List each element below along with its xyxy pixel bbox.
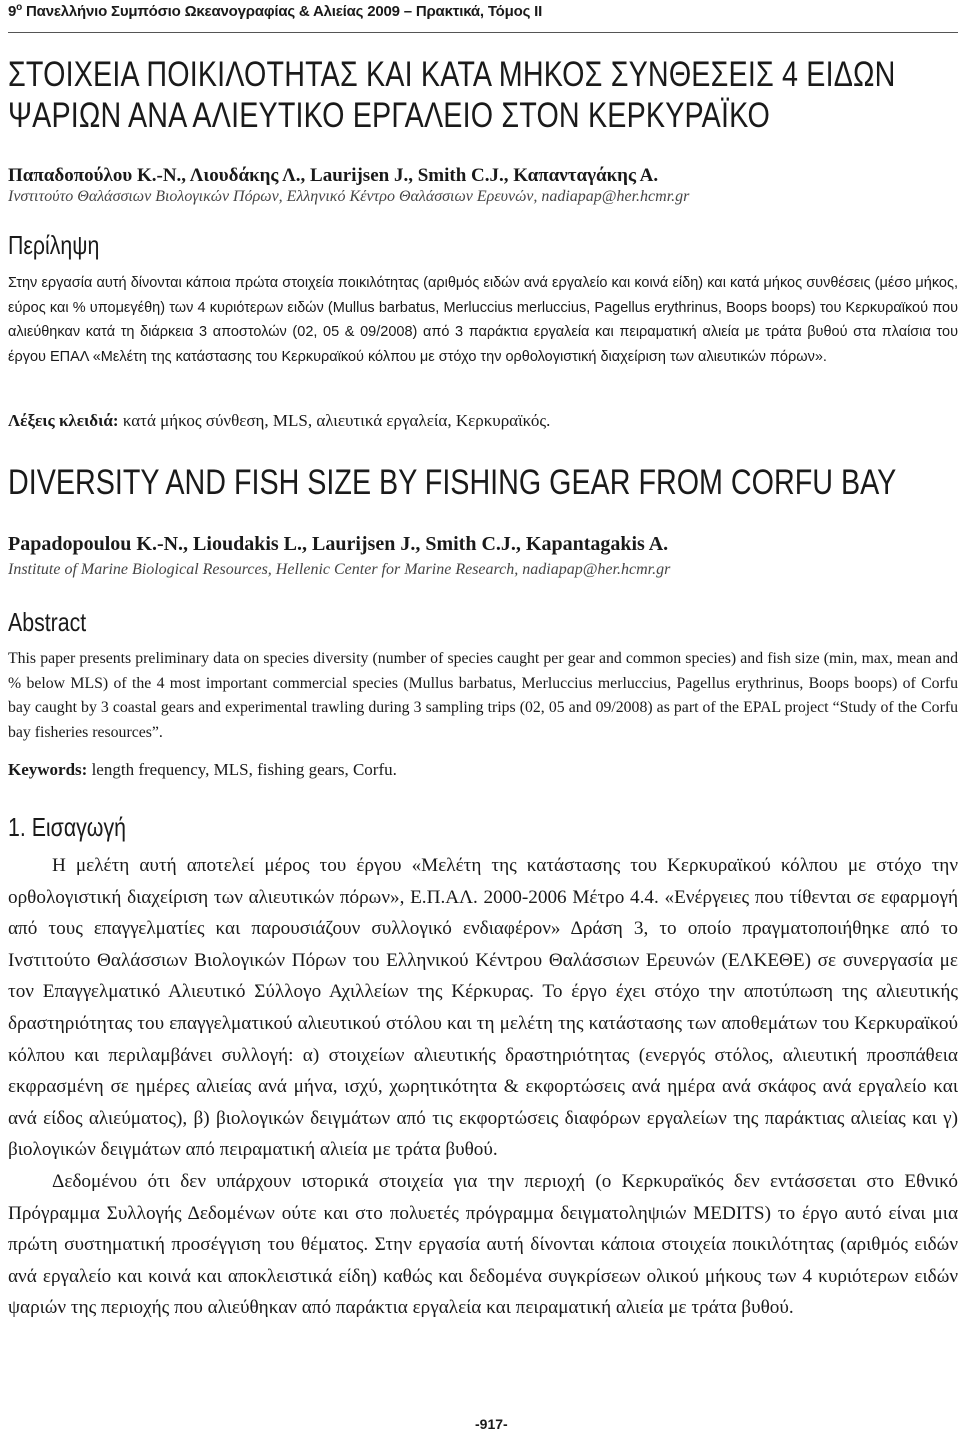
running-header <box>8 2 542 20</box>
greek-keywords-text: κατά μήκος σύνθεση, MLS, αλιευτικά εργαλεία, Κερκυραϊκός. <box>118 411 551 430</box>
english-abstract: This paper presents preliminary data on species diversity (number of species caught per gear and common species) and fish size (min, max, mean and % below MLS) of the 4 most important commercial species (Mullus barbatus, Merluccius merluccius, Pagellus erythrinus, Boops boops) of Corfu bay caught by 3 coastal gears and experimental trawling during 3 sampling trips (02, 05 and 09/2008) as part of the EPAL project “Study of the Corfu bay fisheries resources”. <box>8 650 958 741</box>
english-abstract-heading: Abstract <box>8 607 87 637</box>
english-authors: Papadopoulou K.-N., Lioudakis L., Laurijsen J., Smith C.J., Kapantagakis A. <box>8 533 669 555</box>
english-keywords <box>8 760 397 780</box>
intro-heading: 1. Εισαγωγή <box>8 812 126 842</box>
greek-abstract: Στην εργασία αυτή δίνονται κάποια πρώτα στοιχεία ποικιλότητας (αριθμός ειδών ανά εργαλείο και κοινά είδη) και κατά μήκος συνθέσεις (μέσο μήκος, εύρος και % υπομεγέθη) των 4 κυριότερων ειδών (Mullus barbatus, Merluccius merluccius, Pagellus erythrinus, Boops boops) του Κερκυραϊκού που αλιεύθηκαν κατά τη διάρκεια 3 αποστολών (02, 05 & 09/2008) από 3 παράκτια εργαλεία και πειραματική αλιεία με τράτα βυθού στα πλαίσια του έργου ΕΠΑΛ «Μελέτη της κατάστασης του Κερκυραϊκού κόλπου με στόχο την ορθολογιστική διαχείριση των αλιευτικών πόρων». <box>8 275 958 365</box>
intro-paragraph-1: Η μελέτη αυτή αποτελεί μέρος του έργου «Μελέτη της κατάστασης του Κερκυραϊκού κόλπου με στόχο την ορθολογιστική διαχείριση των αλιευτικών πόρων», Ε.Π.ΑΛ. 2000-2006 Μέτρο 4.4. «Ενέργειες που τίθενται σε εφαρμογή από τους επαγγελματίες και παρουσιάζουν συλλογικό ενδιαφέρον» Δράση 3, το οποίο πραγματοποιήθηκε από το Ινστιτούτο Θαλάσσιων Βιολογικών Πόρων του Ελληνικού Κέντρου Θαλάσσιων Ερευνών (ΕΛΚΕΘΕ) σε συνεργασία με τον Επαγγελματικό Αλιευτικό Σύλλογο Αχιλλείων της Κέρκυρας. Το έργο έχει στόχο την αποτύπωση της αλιευτικής δραστηριότητας του επαγγελματικού αλιευτικού στόλου και τη μελέτη της κατάστασης των αποθεμάτων του Κερκυραϊκού κόλπου και περιλαμβάνει συλλογή: α) στοιχείων αλιευτικής δραστηριότητας (ενεργός στόλος, αλιευτική προσπάθεια εκφρασμένη σε ημέρες αλιείας ανά μήνα, ισχύ, χωρητικότητα & εκφορτώσεις ανά ημέρα ανά σκάφος ανά εργαλείο και ανά είδος αλιεύματος), β) βιολογικών δειγμάτων από τις εκφορτώσεις διαφόρων εργαλείων της παράκτιας αλιείας και γ) βιολογικών δειγμάτων από πειραματική αλιεία με τράτα βυθού. <box>8 855 958 1161</box>
greek-keywords <box>8 411 550 431</box>
greek-keywords-label: Λέξεις κλειδιά: <box>8 411 119 430</box>
greek-affiliation: Ινστιτούτο Θαλάσσιων Βιολογικών Πόρων, Ελληνικό Κέντρο Θαλάσσιων Ερευνών, nadiapap@her.hcmr.gr <box>8 188 690 205</box>
english-affiliation: Institute of Marine Biological Resources, Hellenic Center for Marine Research, nadiapap@her.hcmr.gr <box>8 561 671 578</box>
header-rule <box>8 32 958 33</box>
header-ordinal: 9 <box>8 3 17 20</box>
greek-abstract-heading: Περίληψη <box>8 230 100 260</box>
intro-body <box>8 850 958 1324</box>
intro-paragraph-2: Δεδομένου ότι δεν υπάρχουν ιστορικά στοιχεία για την περιοχή (ο Κερκυραϊκός δεν εντάσσεται στο Εθνικό Πρόγραμμα Συλλογής Δεδομένων ούτε και στο πολυετές πρόγραμμα δειγματοληψιών MEDITS) το έργο αυτό είναι μια πρώτη συστηματική προσέγγιση του θέματος. Στην εργασία αυτή δίνονται κάποια στοιχεία ποικιλότητας (αριθμός ειδών ανά εργαλείο και κοινά και αποκλειστικά είδη) καθώς και δεδομένα συγκρίσεων ολικού μήκους των 4 κυριότερων ειδών ψαριών της περιοχής που αλιεύθηκαν από παράκτια εργαλεία και πειραματική αλιεία με τράτα βυθού. <box>8 1170 958 1319</box>
english-title: DIVERSITY AND FISH SIZE BY FISHING GEAR FROM CORFU BAY <box>8 463 897 502</box>
header-text: Πανελλήνιο Συμπόσιο Ωκεανογραφίας & Αλιείας 2009 – Πρακτικά, Τόμος II <box>22 3 543 20</box>
greek-title <box>8 54 896 136</box>
greek-authors: Παπαδοπούλου Κ.-Ν., Λιουδάκης Λ., Laurijsen J., Smith C.J., Καπανταγάκης Α. <box>8 165 659 186</box>
header-ordinal-suffix: ο <box>16 2 23 13</box>
english-keywords-text: length frequency, MLS, fishing gears, Corfu. <box>87 760 397 779</box>
greek-title-line2: ΨΑΡΙΩΝ ΑΝΑ ΑΛΙΕΥΤΙΚΟ ΕΡΓΑΛΕΙΟ ΣΤΟΝ ΚΕΡΚΥΡΑΪΚΟ <box>8 96 771 135</box>
page-number: -917- <box>475 1416 508 1432</box>
greek-title-line1: ΣΤΟΙΧΕΙΑ ΠΟΙΚΙΛΟΤΗΤΑΣ ΚΑΙ ΚΑΤΑ ΜΗΚΟΣ ΣΥΝΘΕΣΕΙΣ 4 ΕΙΔΩΝ <box>8 55 896 94</box>
english-keywords-label: Keywords: <box>8 760 88 779</box>
